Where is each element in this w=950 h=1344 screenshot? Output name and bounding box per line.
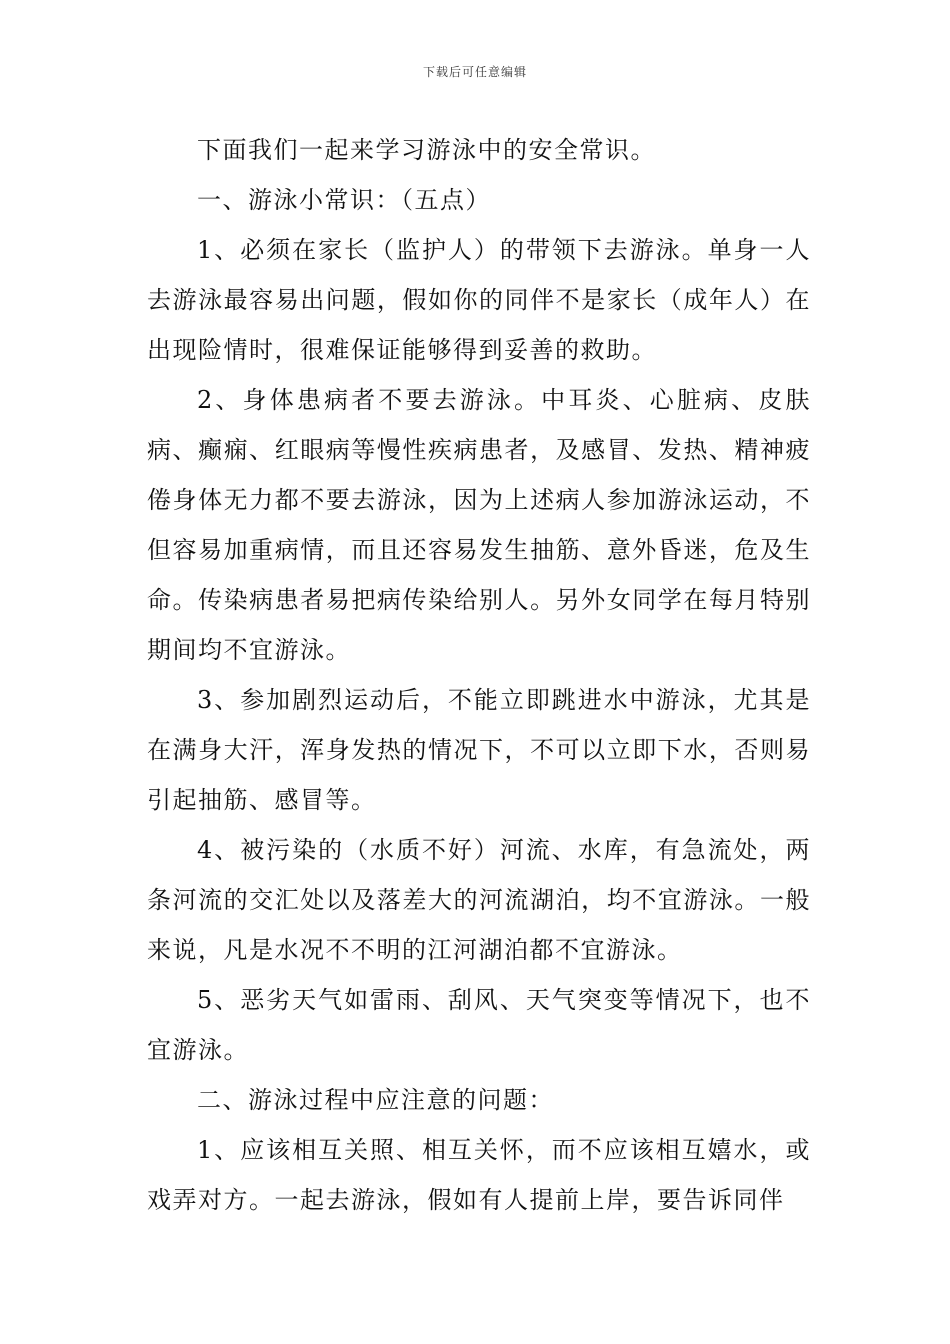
paragraph-tip-5: 5、恶劣天气如雷雨、刮风、天气突变等情况下，也不宜游泳。 — [147, 986, 811, 1064]
page-header: 下载后可任意编辑 — [422, 65, 527, 79]
paragraph-precaution-1: 1、应该相互关照、相互关怀，而不应该相互嬉水，或戏弄对方。一起去游泳，假如有人提前上岸，要告诉同伴 — [147, 1136, 811, 1214]
heading-swimming-precautions: 二、游泳过程中应注意的问题： — [197, 1086, 554, 1114]
paragraph-tip-3: 3、参加剧烈运动后，不能立即跳进水中游泳，尤其是在满身大汗，浑身发热的情况下，不可以立即下水，否则易引起抽筋、感冒等。 — [147, 686, 811, 814]
paragraph-tip-4: 4、被污染的（水质不好）河流、水库，有急流处，两条河流的交汇处以及落差大的河流湖泊，均不宜游泳。一般来说，凡是水况不不明的江河湖泊都不宜游泳。 — [147, 836, 811, 964]
document-body — [147, 125, 811, 1225]
paragraph-intro: 下面我们一起来学习游泳中的安全常识。 — [197, 136, 656, 164]
paragraph-tip-1: 1、必须在家长（监护人）的带领下去游泳。单身一人去游泳最容易出问题，假如你的同伴不是家长（成年人）在出现险情时，很难保证能够得到妥善的救助。 — [147, 236, 811, 364]
heading-swimming-tips: 一、游泳小常识：（五点） — [197, 186, 491, 214]
paragraph-tip-2: 2、身体患病者不要去游泳。中耳炎、心脏病、皮肤病、癫痫、红眼病等慢性疾病患者，及感冒、发热、精神疲倦身体无力都不要去游泳，因为上述病人参加游泳运动，不但容易加重病情，而且还容易发生抽筋、意外昏迷，危及生命。传染病患者易把病传染给别人。另外女同学在每月特别期间均不宜游泳。 — [147, 386, 811, 664]
